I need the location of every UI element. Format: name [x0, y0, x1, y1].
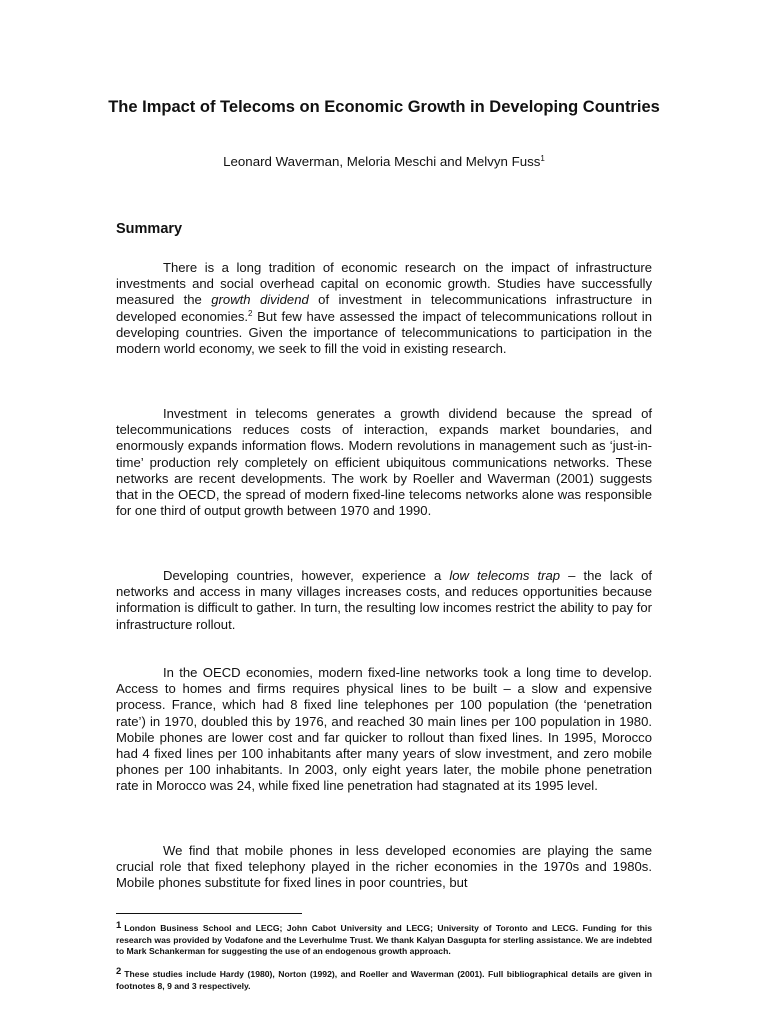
footnote-divider [116, 913, 302, 914]
paragraph-1-part-a: There is a long tradition of economic research on the impact of infrastructure investments and social overhead capital on economic growth. Studies have successfully measured the [116, 260, 652, 308]
footnote-1-mark: 1 [116, 920, 122, 931]
paper-title: The Impact of Telecoms on Economic Growth in Developing Countries [108, 98, 660, 116]
footnote-1-text: London Business School and LECG; John Cabot University and LECG; University of Toronto and LECG. Funding for this research was provided by Vodafone and the Leverhulme Trust. We thank Kalyan Dasgupta for sterling assistance. We are indebted to Mark Schankerman for suggesting the use of an endogenous growth approach. [116, 923, 652, 957]
paragraph-2: Investment in telecoms generates a growth dividend because the spread of telecommunications reduces costs of interaction, expands market boundaries, and enormously expands information flows. Modern revolutions in management such as ‘just-in-time’ production rely completely on efficient ubiquitous communications networks. These networks are recent developments. The work by Roeller and Waverman (2001) suggests that in the OECD, the spread of modern fixed-line telecoms networks alone was responsible for one third of output growth between 1970 and 1990. [116, 406, 652, 519]
footnote-2-mark: 2 [116, 966, 122, 977]
footnote-ref-2: 2 [248, 308, 253, 318]
section-heading-summary: Summary [116, 221, 183, 237]
paragraph-3-emphasis: low telecoms trap [449, 568, 561, 583]
paragraph-1-part-c: But few have assessed the impact of telecommunications rollout in developing countries. Given the importance of telecommunications to participation in the modern world economy, we seek to fill the void in existing research. [116, 308, 653, 357]
author-footnote-mark: 1 [540, 154, 545, 163]
author-line [100, 154, 668, 170]
paragraph-3 [116, 568, 652, 633]
author-names: Leonard Waverman, Meloria Meschi and Melvyn Fuss [223, 154, 541, 169]
paragraph-4: In the OECD economies, modern fixed-line networks took a long time to develop. Access to homes and firms requires physical lines to be built – a slow and expensive process. France, which had 8 fixed line telephones per 100 population (the ‘penetration rate’) in 1970, doubled this by 1976, and reached 30 main lines per 100 population in 1980. Mobile phones are lower cost and far quicker to rollout than fixed lines. In 1995, Morocco had 4 fixed lines per 100 inhabitants after many years of slow investment, and zero mobile phones per 100 inhabitants. In 2003, only eight years later, the mobile phone penetration rate in Morocco was 24, while fixed line penetration had stagnated at its 1995 level. [116, 665, 652, 794]
paragraph-5: We find that mobile phones in less developed economies are playing the same crucial role that fixed telephony played in the richer economies in the 1970s and 1980s. Mobile phones substitute for fixed lines in poor countries, but [116, 843, 652, 891]
paragraph-3-part-a: Developing countries, however, experience a [163, 568, 450, 583]
footnote-1 [116, 920, 652, 958]
paragraph-1-emphasis: growth dividend [211, 292, 309, 308]
paragraph-1-part-b: of investment in telecommunications infrastructure in developed economies. [116, 292, 652, 324]
paragraph-1 [116, 260, 652, 357]
footnote-2-text: These studies include Hardy (1980), Norton (1992), and Roeller and Waverman (2001). Full bibliographical details are given in footnotes 8, 9 and 3 respectively. [116, 969, 652, 991]
paragraph-3-part-b: – the lack of networks and access in many villages increases costs, and reduces opportunities because information is difficult to gather. In turn, the resulting low incomes restrict the ability to pay for infrastructure rollout. [116, 568, 652, 632]
footnote-2 [116, 966, 652, 992]
